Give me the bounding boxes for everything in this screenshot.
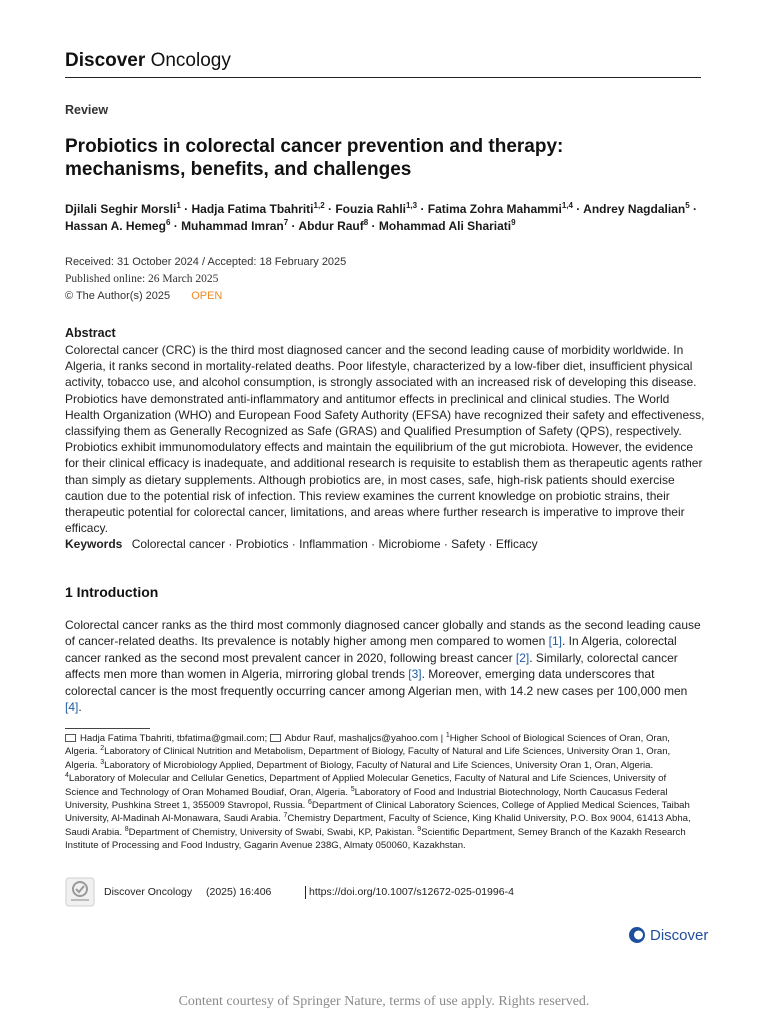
discover-logo-icon bbox=[628, 926, 646, 944]
affiliation-text: Scientific Department, Semey Branch of the Kazakh Research Institute of Processing and Food Industry, Gagarin Avenue 238G, Almaty 050060, Kazakhstan. bbox=[65, 826, 686, 852]
author-name[interactable]: Mohammad Ali Shariati bbox=[378, 219, 512, 233]
affiliation-number: 4 bbox=[65, 772, 69, 780]
paragraph-text: . In Algeria, colorectal cancer ranked as the second most prevalent cancer in 2020, following breast cancer bbox=[65, 634, 677, 665]
keyword: Efficacy bbox=[495, 537, 538, 551]
envelope-icon bbox=[270, 734, 281, 742]
courtesy-watermark: Content courtesy of Springer Nature, terms of use apply. Rights reserved. bbox=[178, 994, 590, 1009]
author-affiliation-marker: 1,4 bbox=[561, 201, 573, 210]
affiliation-text: Laboratory of Food and Industrial Biotechnology, North Caucasus Federal University, Pushkina Street 1, 355009 Stavropol, Russia. bbox=[65, 786, 668, 812]
affiliation-footnotes bbox=[65, 732, 695, 853]
affiliation-text: Department of Chemistry, University of Swabi, Swabi, KP, Pakistan. bbox=[128, 826, 418, 838]
received-date: Received: 31 October 2024 / Accepted: 18 February 2025 bbox=[65, 256, 347, 268]
author-name[interactable]: Andrey Nagdalian bbox=[583, 202, 686, 216]
affiliation-number: 5 bbox=[350, 785, 355, 793]
affiliation-number: 1 bbox=[445, 731, 450, 739]
author-affiliation-marker: 1,3 bbox=[405, 201, 418, 210]
citation-link[interactable]: [1] bbox=[548, 634, 562, 649]
abstract-text: Colorectal cancer (CRC) is the third most diagnosed cancer and the second leading cause of morbidity worldwide. In Algeria, it ranks second in mortality-related deaths. Poor lifestyle, characterized by a low-fiber diet, insufficient physical activity, tobacco use, and alcohol consumption, is strongly associated with an increased risk of developing this disease. Probiotics have demonstrated anti-inflammatory and antitumor effects in preclinical and clinical studies. The World Health Organization (WHO) and European Food Safety Authority (EFSA) have recognized their safety and effectiveness, classifying them as Generally Recognized as Safe (GRAS) and Qualified Presumption of Safety (QPS), respectively. Probiotics exhibit immunomodulatory effects and maintain the equilibrium of the gut microbiota. However, the evidence for their clinical efficacy is inadequate, and additional research is requisite to establish them as therapeutic agents rather than simply as dietary supplements. Although probiotics are, in most cases, safe, high-risk patients should exercise caution due to the potential risk of infection. This review examines the current knowledge on probiotic strains, their therapeutic potential for colorectal cancer, limitations, and areas where further research is imperative to improve their efficacy. bbox=[65, 343, 705, 536]
affiliation-text: Department of Clinical Laboratory Sciences, College of Applied Medical Sciences, Taibah University, Al-Madinah Al-Monawara, Saudi Arabia. bbox=[65, 800, 690, 825]
check-for-updates-icon[interactable] bbox=[65, 877, 95, 907]
introduction-paragraph bbox=[65, 617, 705, 715]
corresponding-author-1[interactable]: Hadja Fatima Tbahriti, tbfatima@gmail.com; bbox=[80, 733, 268, 744]
envelope-icon bbox=[65, 734, 76, 742]
citation-link[interactable]: [2] bbox=[515, 650, 530, 665]
author-affiliation-marker: 9 bbox=[511, 218, 516, 227]
affiliation-number: 8 bbox=[124, 825, 129, 833]
abstract-heading: Abstract bbox=[65, 326, 116, 340]
citation-link[interactable]: [3] bbox=[408, 667, 422, 682]
author-name[interactable]: Hadja Fatima Tbahriti bbox=[191, 202, 314, 216]
author-affiliation-marker: 1,2 bbox=[313, 201, 325, 210]
author-name[interactable]: Fatima Zohra Mahammi bbox=[427, 202, 562, 216]
citation-link[interactable]: [4] bbox=[65, 700, 79, 715]
author-name[interactable]: Muhammad Imran bbox=[181, 219, 284, 233]
keyword: Microbiome bbox=[378, 537, 441, 551]
affiliation-number: 3 bbox=[100, 758, 105, 766]
keyword: Inflammation bbox=[299, 537, 368, 551]
discover-logo-text: Discover bbox=[650, 926, 709, 944]
section-heading-introduction: 1 Introduction bbox=[65, 584, 159, 600]
footnote-rule bbox=[65, 728, 150, 729]
discover-logo bbox=[628, 926, 708, 944]
affiliation-text: Chemistry Department, Faculty of Science, King Khalid University, P.O. Box 9004, 61413 Abha, Saudi Arabia. bbox=[65, 813, 691, 838]
affiliation-text: Laboratory of Molecular and Cellular Genetics, Department of Applied Molecular Genetics, Faculty of Natural and Life Sciences, University of Science and Technology of Oran Mohamed Boudiaf, Oran, Algeria. bbox=[65, 773, 667, 798]
author-name[interactable]: Djilali Seghir Morsli bbox=[65, 202, 177, 216]
keywords bbox=[65, 537, 538, 551]
affiliation-number: 2 bbox=[100, 745, 105, 753]
paragraph-text: . bbox=[78, 700, 82, 715]
author-name[interactable]: Abdur Rauf bbox=[298, 219, 364, 233]
author-name[interactable]: Hassan A. Hemeg bbox=[65, 219, 166, 233]
header-rule bbox=[65, 77, 701, 78]
author-name[interactable]: Fouzia Rahli bbox=[335, 202, 406, 216]
keyword: Safety bbox=[451, 537, 486, 551]
author-affiliation-marker: 6 bbox=[165, 218, 171, 227]
author-affiliation-marker: 7 bbox=[283, 218, 289, 227]
affiliation-number: 9 bbox=[417, 825, 422, 833]
keywords-label: Keywords bbox=[65, 537, 123, 551]
journal-name: Oncology bbox=[150, 50, 231, 71]
journal-header bbox=[65, 50, 231, 72]
affiliation-text: Laboratory of Microbiology Applied, Department of Biology, Faculty of Natural and Life Sciences, University Oran 1, Oran, Algeria. bbox=[104, 759, 654, 771]
footer-volume: (2025) 16:406 bbox=[206, 886, 272, 898]
author-affiliation-marker: 5 bbox=[685, 201, 690, 210]
paragraph-text: Colorectal cancer ranks as the third most commonly diagnosed cancer globally and stands as the second leading cause of cancer-related deaths. Its prevalence is notably higher among men compared to women bbox=[65, 618, 701, 649]
author-affiliation-marker: 8 bbox=[363, 218, 369, 227]
copyright-text: © The Author(s) 2025 bbox=[65, 290, 171, 302]
article-type: Review bbox=[65, 103, 109, 117]
published-date: Published online: 26 March 2025 bbox=[65, 273, 219, 285]
author-affiliation-marker: 1 bbox=[176, 201, 181, 210]
affiliation-number: 7 bbox=[283, 812, 288, 820]
affiliation-list bbox=[65, 733, 691, 851]
affiliation-text: Laboratory of Clinical Nutrition and Metabolism, Department of Biology, Faculty of Natural and Life Sciences, University Oran 1, Oran, Algeria. bbox=[65, 746, 671, 771]
affiliation-number: 6 bbox=[308, 798, 312, 806]
footer-separator bbox=[305, 886, 306, 899]
keyword: Colorectal cancer bbox=[131, 537, 226, 551]
copyright-line bbox=[65, 290, 222, 302]
affiliation-text: Higher School of Biological Sciences of Oran, Oran, Algeria. bbox=[65, 733, 670, 758]
footer-journal: Discover Oncology bbox=[104, 886, 193, 898]
paragraph-text: . Moreover, emerging data underscores that colorectal cancer is the most frequently occurring cancer among Algerian men, with 14.2 new cases per 100,000 men bbox=[65, 667, 688, 698]
journal-brand: Discover bbox=[65, 50, 146, 71]
article-title: Probiotics in colorectal cancer prevention and therapy: mechanisms, benefits, and challenges bbox=[65, 136, 564, 180]
paragraph-text: . Similarly, colorectal cancer affects men more than women in Algeria, mirroring global trends bbox=[65, 650, 678, 682]
keywords-list: Colorectal cancer · Probiotics · Inflammation · Microbiome · Safety · Efficacy bbox=[131, 537, 538, 551]
author-list: Djilali Seghir Morsli$^1$ · Hadja Fatima Tbahriti$^{1,2}$ · Fouzia Rahli$^{1,3}$ · Fatima Zohra Mahammi$^{1,4}$ · Andrey Nagdalian$^5$ · Hassan A. Hemeg$^6$ · Muhammad Imran$^7$ · Abdur Rauf$^8$ · Mohammad Ali Shariati$^9$ bbox=[65, 201, 697, 233]
corresponding-author-2[interactable]: Abdur Rauf, mashaljcs@yahoo.com | bbox=[284, 733, 444, 744]
keyword: Probiotics bbox=[235, 537, 289, 551]
open-access-badge: OPEN bbox=[191, 290, 223, 302]
doi-link[interactable]: https://doi.org/10.1007/s12672-025-01996-4 bbox=[309, 886, 514, 898]
